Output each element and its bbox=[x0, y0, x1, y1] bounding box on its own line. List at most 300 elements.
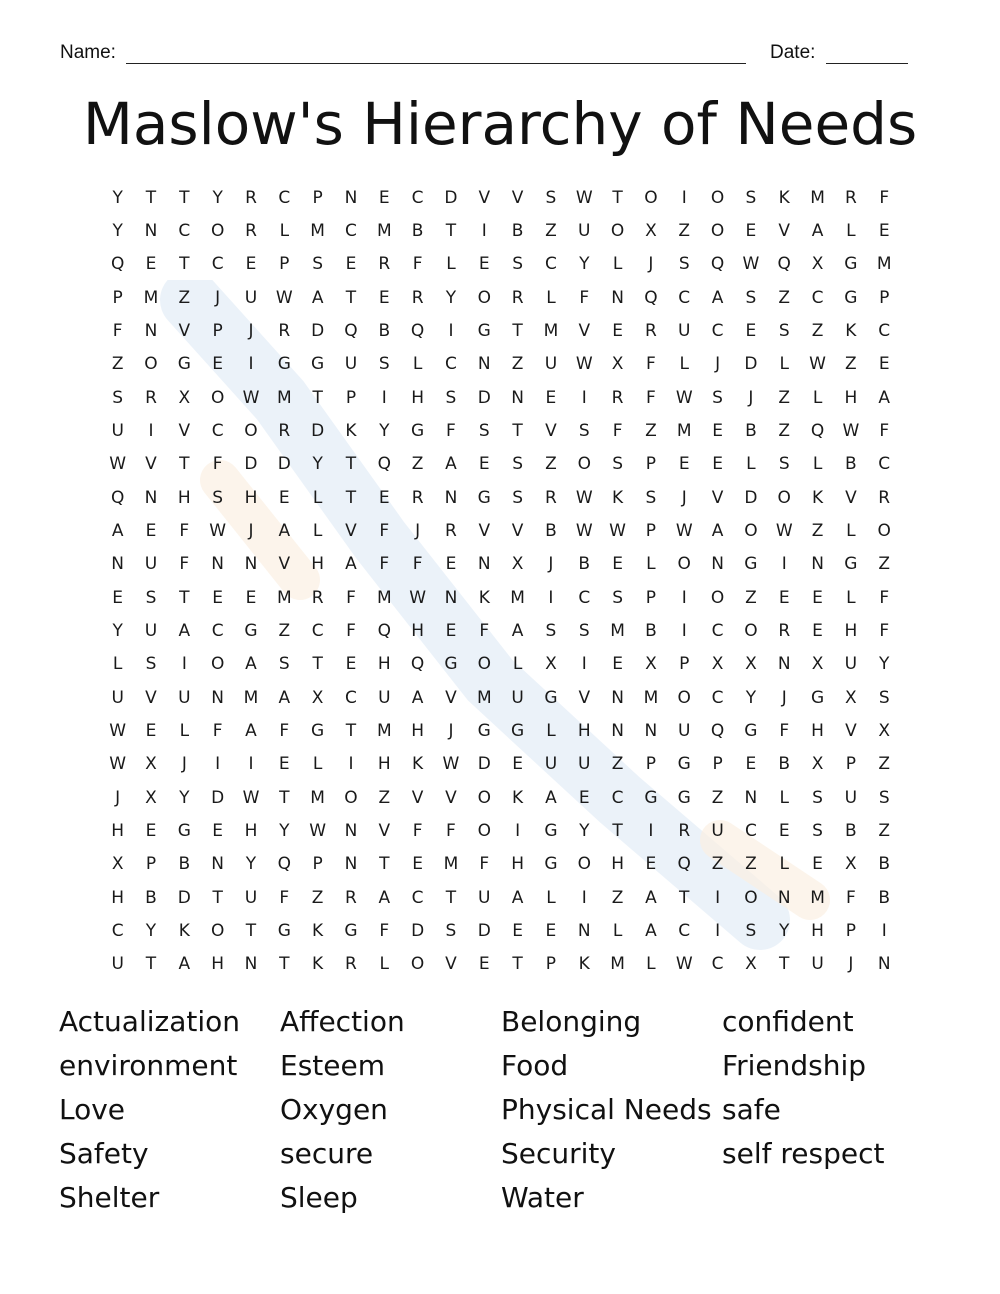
grid-cell[interactable]: D bbox=[444, 187, 458, 208]
grid-cell[interactable]: M bbox=[143, 287, 159, 308]
grid-cell[interactable]: B bbox=[511, 220, 524, 241]
grid-cell[interactable]: U bbox=[478, 887, 491, 908]
grid-cell[interactable]: D bbox=[744, 487, 758, 508]
grid-cell[interactable]: U bbox=[178, 687, 191, 708]
grid-cell[interactable]: J bbox=[781, 687, 787, 708]
grid-cell[interactable]: F bbox=[646, 354, 656, 375]
grid-cell[interactable]: G bbox=[677, 787, 691, 808]
grid-cell[interactable]: M bbox=[276, 387, 292, 408]
grid-cell[interactable]: K bbox=[312, 920, 324, 941]
grid-cell[interactable]: C bbox=[345, 220, 357, 241]
grid-cell[interactable]: Z bbox=[878, 754, 891, 775]
grid-cell[interactable]: L bbox=[512, 654, 523, 675]
grid-cell[interactable]: I bbox=[648, 820, 654, 841]
grid-cell[interactable]: K bbox=[178, 920, 190, 941]
grid-cell[interactable]: E bbox=[645, 854, 657, 875]
grid-cell[interactable]: O bbox=[477, 287, 491, 308]
grid-cell[interactable]: G bbox=[477, 320, 491, 341]
grid-cell[interactable]: U bbox=[544, 354, 558, 375]
grid-cell[interactable]: X bbox=[145, 787, 157, 808]
grid-cell[interactable]: N bbox=[611, 687, 624, 708]
grid-cell[interactable]: J bbox=[748, 387, 754, 408]
grid-cell[interactable]: N bbox=[777, 887, 791, 908]
grid-cell[interactable]: G bbox=[477, 720, 491, 741]
grid-cell[interactable]: E bbox=[345, 254, 357, 275]
grid-cell[interactable]: P bbox=[312, 187, 323, 208]
grid-cell[interactable]: D bbox=[477, 754, 491, 775]
grid-cell[interactable]: Q bbox=[644, 287, 658, 308]
grid-cell[interactable]: O bbox=[677, 687, 691, 708]
grid-cell[interactable]: U bbox=[578, 220, 591, 241]
grid-cell[interactable]: R bbox=[411, 287, 424, 308]
grid-cell[interactable]: H bbox=[611, 854, 624, 875]
grid-cell[interactable]: W bbox=[742, 254, 760, 275]
grid-cell[interactable]: L bbox=[846, 220, 856, 241]
grid-cell[interactable]: I bbox=[448, 320, 454, 341]
grid-cell[interactable]: P bbox=[679, 654, 690, 675]
grid-cell[interactable]: N bbox=[744, 787, 758, 808]
grid-cell[interactable]: R bbox=[245, 187, 257, 208]
grid-cell[interactable]: Y bbox=[879, 654, 890, 675]
grid-cell[interactable]: J bbox=[548, 554, 554, 575]
grid-cell[interactable]: N bbox=[444, 587, 458, 608]
grid-cell[interactable]: L bbox=[312, 487, 323, 508]
grid-cell[interactable]: L bbox=[679, 354, 689, 375]
grid-cell[interactable]: H bbox=[177, 487, 191, 508]
grid-cell[interactable]: E bbox=[145, 820, 157, 841]
grid-cell[interactable]: F bbox=[279, 720, 290, 741]
grid-cell[interactable]: E bbox=[378, 487, 390, 508]
grid-cell[interactable]: C bbox=[345, 687, 357, 708]
grid-cell[interactable]: L bbox=[312, 754, 323, 775]
grid-cell[interactable]: Z bbox=[878, 820, 891, 841]
grid-cell[interactable]: C bbox=[311, 620, 324, 641]
grid-cell[interactable]: N bbox=[344, 187, 358, 208]
grid-cell[interactable]: J bbox=[248, 520, 254, 541]
grid-cell[interactable]: Q bbox=[344, 320, 358, 341]
grid-cell[interactable]: P bbox=[712, 754, 723, 775]
grid-cell[interactable]: A bbox=[811, 220, 824, 241]
grid-cell[interactable]: M bbox=[810, 887, 825, 908]
grid-cell[interactable]: D bbox=[744, 354, 758, 375]
grid-cell[interactable]: U bbox=[244, 287, 258, 308]
grid-cell[interactable]: S bbox=[878, 687, 890, 708]
grid-cell[interactable]: R bbox=[678, 820, 691, 841]
grid-cell[interactable]: U bbox=[111, 954, 124, 975]
grid-cell[interactable]: Z bbox=[845, 354, 857, 375]
grid-cell[interactable]: F bbox=[579, 287, 590, 308]
grid-cell[interactable]: G bbox=[177, 354, 191, 375]
grid-cell[interactable]: F bbox=[879, 620, 890, 641]
grid-cell[interactable]: N bbox=[144, 220, 158, 241]
grid-cell[interactable]: L bbox=[646, 554, 656, 575]
grid-cell[interactable]: X bbox=[511, 554, 524, 575]
grid-cell[interactable]: S bbox=[578, 420, 590, 441]
grid-cell[interactable]: J bbox=[848, 954, 854, 975]
grid-cell[interactable]: S bbox=[478, 420, 490, 441]
grid-cell[interactable]: E bbox=[778, 587, 790, 608]
grid-cell[interactable]: N bbox=[477, 554, 491, 575]
grid-cell[interactable]: M bbox=[876, 254, 892, 275]
grid-cell[interactable]: V bbox=[178, 420, 191, 441]
grid-cell[interactable]: R bbox=[345, 954, 357, 975]
grid-cell[interactable]: X bbox=[545, 654, 557, 675]
grid-cell[interactable]: V bbox=[511, 187, 524, 208]
grid-cell[interactable]: X bbox=[811, 754, 824, 775]
grid-cell[interactable]: F bbox=[879, 587, 890, 608]
grid-cell[interactable]: J bbox=[215, 287, 221, 308]
grid-cell[interactable]: Y bbox=[145, 920, 157, 941]
grid-cell[interactable]: Z bbox=[111, 354, 124, 375]
grid-cell[interactable]: M bbox=[810, 187, 825, 208]
grid-cell[interactable]: W bbox=[242, 787, 260, 808]
grid-cell[interactable]: V bbox=[345, 520, 357, 541]
grid-cell[interactable]: U bbox=[678, 720, 691, 741]
grid-cell[interactable]: L bbox=[846, 587, 856, 608]
grid-cell[interactable]: R bbox=[645, 320, 657, 341]
grid-cell[interactable]: L bbox=[646, 954, 656, 975]
grid-cell[interactable]: E bbox=[812, 620, 823, 641]
grid-cell[interactable]: O bbox=[644, 187, 658, 208]
grid-cell[interactable]: V bbox=[545, 420, 557, 441]
grid-cell[interactable]: B bbox=[145, 887, 157, 908]
grid-cell[interactable]: M bbox=[376, 720, 392, 741]
grid-cell[interactable]: C bbox=[611, 787, 624, 808]
grid-cell[interactable]: M bbox=[643, 687, 659, 708]
grid-cell[interactable]: G bbox=[177, 820, 191, 841]
grid-cell[interactable]: Y bbox=[579, 254, 590, 275]
grid-cell[interactable]: L bbox=[112, 654, 123, 675]
grid-cell[interactable]: C bbox=[878, 320, 891, 341]
grid-cell[interactable]: L bbox=[312, 520, 323, 541]
grid-cell[interactable]: R bbox=[278, 420, 291, 441]
grid-cell[interactable]: G bbox=[744, 554, 758, 575]
grid-cell[interactable]: X bbox=[111, 854, 124, 875]
grid-cell[interactable]: U bbox=[544, 754, 558, 775]
grid-cell[interactable]: N bbox=[144, 487, 158, 508]
grid-cell[interactable]: S bbox=[645, 487, 657, 508]
grid-cell[interactable]: R bbox=[878, 487, 891, 508]
grid-cell[interactable]: Q bbox=[410, 654, 425, 675]
grid-cell[interactable]: O bbox=[210, 220, 225, 241]
grid-cell[interactable]: H bbox=[811, 920, 824, 941]
grid-cell[interactable]: B bbox=[745, 420, 757, 441]
grid-cell[interactable]: K bbox=[478, 587, 490, 608]
grid-cell[interactable]: N bbox=[611, 287, 624, 308]
grid-cell[interactable]: E bbox=[878, 220, 890, 241]
grid-cell[interactable]: O bbox=[744, 887, 758, 908]
grid-cell[interactable]: O bbox=[144, 354, 158, 375]
grid-cell[interactable]: V bbox=[478, 520, 491, 541]
grid-cell[interactable]: J bbox=[115, 787, 121, 808]
grid-cell[interactable]: U bbox=[578, 754, 591, 775]
grid-cell[interactable]: P bbox=[145, 854, 157, 875]
grid-cell[interactable]: N bbox=[211, 554, 224, 575]
grid-cell[interactable]: Y bbox=[379, 420, 390, 441]
grid-cell[interactable]: C bbox=[678, 920, 691, 941]
grid-cell[interactable]: F bbox=[179, 554, 190, 575]
grid-cell[interactable]: V bbox=[278, 554, 291, 575]
grid-cell[interactable]: W bbox=[275, 287, 293, 308]
grid-cell[interactable]: D bbox=[244, 454, 258, 475]
grid-cell[interactable]: K bbox=[412, 754, 424, 775]
grid-cell[interactable]: M bbox=[243, 687, 259, 708]
grid-cell[interactable]: Z bbox=[778, 287, 791, 308]
grid-cell[interactable]: C bbox=[811, 287, 824, 308]
grid-cell[interactable]: N bbox=[644, 720, 658, 741]
grid-cell[interactable]: F bbox=[212, 454, 223, 475]
grid-cell[interactable]: E bbox=[378, 187, 390, 208]
grid-cell[interactable]: O bbox=[610, 220, 625, 241]
grid-cell[interactable]: I bbox=[781, 554, 787, 575]
grid-cell[interactable]: Z bbox=[278, 620, 291, 641]
grid-cell[interactable]: B bbox=[545, 520, 557, 541]
grid-cell[interactable]: R bbox=[411, 487, 424, 508]
grid-cell[interactable]: H bbox=[377, 654, 391, 675]
grid-cell[interactable]: Z bbox=[811, 520, 824, 541]
grid-cell[interactable]: S bbox=[445, 920, 457, 941]
grid-cell[interactable]: L bbox=[779, 787, 789, 808]
grid-cell[interactable]: I bbox=[148, 420, 154, 441]
grid-cell[interactable]: T bbox=[279, 954, 290, 975]
grid-cell[interactable]: Z bbox=[711, 787, 724, 808]
grid-cell[interactable]: F bbox=[845, 887, 856, 908]
grid-cell[interactable]: X bbox=[311, 687, 324, 708]
grid-cell[interactable]: S bbox=[812, 787, 823, 808]
grid-cell[interactable]: Y bbox=[112, 220, 123, 241]
grid-cell[interactable]: F bbox=[379, 520, 390, 541]
grid-cell[interactable]: P bbox=[112, 287, 123, 308]
grid-cell[interactable]: F bbox=[379, 554, 390, 575]
grid-cell[interactable]: T bbox=[179, 254, 190, 275]
grid-cell[interactable]: Z bbox=[311, 887, 324, 908]
grid-cell[interactable]: M bbox=[610, 954, 625, 975]
grid-cell[interactable]: G bbox=[544, 687, 558, 708]
grid-cell[interactable]: N bbox=[344, 820, 358, 841]
grid-cell[interactable]: P bbox=[645, 587, 657, 608]
grid-cell[interactable]: O bbox=[210, 387, 225, 408]
grid-cell[interactable]: S bbox=[545, 187, 557, 208]
grid-cell[interactable]: T bbox=[379, 854, 390, 875]
grid-cell[interactable]: L bbox=[812, 454, 823, 475]
grid-cell[interactable]: I bbox=[681, 587, 687, 608]
grid-cell[interactable]: K bbox=[312, 954, 324, 975]
grid-cell[interactable]: X bbox=[611, 354, 624, 375]
grid-cell[interactable]: J bbox=[248, 320, 254, 341]
grid-cell[interactable]: O bbox=[710, 220, 725, 241]
grid-cell[interactable]: V bbox=[778, 220, 791, 241]
grid-cell[interactable]: W bbox=[775, 520, 793, 541]
grid-cell[interactable]: M bbox=[510, 587, 525, 608]
grid-cell[interactable]: E bbox=[478, 954, 490, 975]
grid-cell[interactable]: J bbox=[648, 254, 654, 275]
grid-cell[interactable]: B bbox=[378, 320, 391, 341]
grid-cell[interactable]: A bbox=[178, 954, 191, 975]
grid-cell[interactable]: S bbox=[712, 387, 723, 408]
grid-cell[interactable]: E bbox=[278, 487, 290, 508]
grid-cell[interactable]: Q bbox=[710, 720, 725, 741]
grid-cell[interactable]: G bbox=[844, 287, 858, 308]
grid-cell[interactable]: X bbox=[845, 687, 857, 708]
grid-cell[interactable]: M bbox=[376, 587, 392, 608]
grid-cell[interactable]: Z bbox=[811, 320, 824, 341]
grid-cell[interactable]: C bbox=[445, 354, 457, 375]
grid-cell[interactable]: I bbox=[581, 387, 587, 408]
grid-cell[interactable]: W bbox=[675, 954, 693, 975]
grid-cell[interactable]: F bbox=[779, 720, 790, 741]
grid-cell[interactable]: T bbox=[345, 487, 357, 508]
grid-cell[interactable]: B bbox=[878, 887, 891, 908]
grid-cell[interactable]: M bbox=[276, 587, 292, 608]
grid-cell[interactable]: T bbox=[345, 454, 357, 475]
grid-cell[interactable]: F bbox=[412, 554, 423, 575]
grid-cell[interactable]: O bbox=[244, 420, 258, 441]
grid-cell[interactable]: X bbox=[811, 254, 824, 275]
grid-cell[interactable]: I bbox=[515, 820, 521, 841]
grid-cell[interactable]: W bbox=[109, 720, 127, 741]
grid-cell[interactable]: C bbox=[211, 420, 224, 441]
grid-cell[interactable]: O bbox=[477, 787, 491, 808]
grid-cell[interactable]: R bbox=[345, 887, 357, 908]
grid-cell[interactable]: Z bbox=[178, 287, 191, 308]
grid-cell[interactable]: E bbox=[145, 254, 157, 275]
grid-cell[interactable]: T bbox=[612, 187, 623, 208]
grid-cell[interactable]: G bbox=[477, 487, 491, 508]
grid-cell[interactable]: A bbox=[511, 887, 524, 908]
grid-cell[interactable]: I bbox=[581, 654, 587, 675]
grid-cell[interactable]: L bbox=[546, 720, 556, 741]
grid-cell[interactable]: F bbox=[479, 620, 490, 641]
grid-cell[interactable]: K bbox=[811, 487, 824, 508]
grid-cell[interactable]: T bbox=[179, 187, 190, 208]
grid-cell[interactable]: S bbox=[278, 654, 290, 675]
grid-cell[interactable]: S bbox=[612, 454, 623, 475]
grid-cell[interactable]: D bbox=[311, 320, 325, 341]
grid-cell[interactable]: Y bbox=[779, 920, 790, 941]
grid-cell[interactable]: Z bbox=[545, 454, 557, 475]
grid-cell[interactable]: W bbox=[575, 354, 593, 375]
grid-cell[interactable]: R bbox=[311, 587, 324, 608]
grid-cell[interactable]: N bbox=[111, 554, 125, 575]
grid-cell[interactable]: L bbox=[379, 954, 390, 975]
grid-cell[interactable]: C bbox=[711, 687, 724, 708]
grid-cell[interactable]: F bbox=[879, 187, 890, 208]
grid-cell[interactable]: A bbox=[378, 887, 391, 908]
grid-cell[interactable]: V bbox=[711, 487, 724, 508]
grid-cell[interactable]: T bbox=[679, 887, 690, 908]
grid-cell[interactable]: L bbox=[279, 220, 290, 241]
grid-cell[interactable]: R bbox=[545, 487, 557, 508]
grid-cell[interactable]: S bbox=[145, 654, 157, 675]
grid-cell[interactable]: P bbox=[645, 754, 657, 775]
grid-cell[interactable]: R bbox=[145, 387, 157, 408]
grid-cell[interactable]: N bbox=[477, 354, 491, 375]
grid-cell[interactable]: P bbox=[645, 520, 657, 541]
grid-cell[interactable]: N bbox=[211, 854, 224, 875]
grid-cell[interactable]: E bbox=[578, 787, 590, 808]
grid-cell[interactable]: N bbox=[711, 554, 724, 575]
grid-cell[interactable]: E bbox=[112, 587, 124, 608]
grid-cell[interactable]: D bbox=[477, 387, 491, 408]
grid-cell[interactable]: F bbox=[179, 520, 190, 541]
grid-cell[interactable]: Z bbox=[645, 420, 657, 441]
grid-cell[interactable]: R bbox=[511, 287, 524, 308]
grid-cell[interactable]: E bbox=[212, 820, 224, 841]
grid-cell[interactable]: R bbox=[844, 187, 857, 208]
grid-cell[interactable]: N bbox=[511, 387, 524, 408]
grid-cell[interactable]: H bbox=[244, 487, 258, 508]
grid-cell[interactable]: S bbox=[812, 820, 823, 841]
grid-cell[interactable]: V bbox=[145, 687, 157, 708]
grid-cell[interactable]: Z bbox=[878, 554, 891, 575]
grid-cell[interactable]: I bbox=[581, 887, 587, 908]
grid-cell[interactable]: Q bbox=[277, 854, 291, 875]
grid-cell[interactable]: V bbox=[445, 954, 457, 975]
grid-cell[interactable]: N bbox=[244, 554, 258, 575]
grid-cell[interactable]: I bbox=[548, 587, 554, 608]
grid-cell[interactable]: V bbox=[445, 787, 457, 808]
grid-cell[interactable]: V bbox=[845, 487, 857, 508]
grid-cell[interactable]: I bbox=[248, 354, 254, 375]
grid-cell[interactable]: I bbox=[681, 187, 687, 208]
grid-cell[interactable]: T bbox=[179, 587, 190, 608]
grid-cell[interactable]: A bbox=[711, 520, 724, 541]
grid-cell[interactable]: S bbox=[612, 587, 623, 608]
grid-cell[interactable]: F bbox=[412, 820, 423, 841]
grid-cell[interactable]: V bbox=[478, 187, 491, 208]
grid-cell[interactable]: A bbox=[645, 920, 657, 941]
grid-cell[interactable]: R bbox=[245, 220, 257, 241]
grid-cell[interactable]: P bbox=[845, 920, 857, 941]
grid-cell[interactable]: H bbox=[844, 620, 858, 641]
grid-cell[interactable]: O bbox=[210, 654, 225, 675]
grid-cell[interactable]: M bbox=[543, 320, 559, 341]
grid-cell[interactable]: V bbox=[411, 787, 424, 808]
grid-cell[interactable]: T bbox=[445, 887, 457, 908]
grid-cell[interactable]: C bbox=[278, 187, 291, 208]
grid-cell[interactable]: H bbox=[244, 820, 258, 841]
grid-cell[interactable]: G bbox=[810, 687, 825, 708]
grid-cell[interactable]: I bbox=[715, 887, 721, 908]
grid-cell[interactable]: R bbox=[378, 254, 391, 275]
grid-cell[interactable]: W bbox=[675, 520, 693, 541]
grid-cell[interactable]: A bbox=[311, 287, 324, 308]
grid-cell[interactable]: U bbox=[678, 320, 691, 341]
grid-cell[interactable]: E bbox=[145, 720, 157, 741]
grid-cell[interactable]: E bbox=[378, 287, 390, 308]
grid-cell[interactable]: U bbox=[844, 787, 858, 808]
grid-cell[interactable]: H bbox=[211, 954, 225, 975]
grid-cell[interactable]: L bbox=[779, 854, 789, 875]
grid-cell[interactable]: F bbox=[446, 420, 456, 441]
grid-cell[interactable]: S bbox=[545, 620, 557, 641]
grid-cell[interactable]: W bbox=[675, 387, 693, 408]
grid-cell[interactable]: E bbox=[712, 454, 723, 475]
grid-cell[interactable]: I bbox=[881, 920, 887, 941]
grid-cell[interactable]: H bbox=[811, 720, 824, 741]
grid-cell[interactable]: V bbox=[578, 687, 591, 708]
grid-cell[interactable]: G bbox=[677, 754, 691, 775]
grid-cell[interactable]: W bbox=[609, 520, 626, 541]
grid-cell[interactable]: S bbox=[745, 287, 757, 308]
grid-cell[interactable]: Z bbox=[711, 854, 724, 875]
grid-cell[interactable]: N bbox=[244, 954, 258, 975]
grid-cell[interactable]: G bbox=[311, 720, 325, 741]
date-blank-line[interactable] bbox=[826, 63, 908, 64]
grid-cell[interactable]: O bbox=[710, 587, 725, 608]
grid-cell[interactable]: F bbox=[612, 420, 623, 441]
grid-cell[interactable]: D bbox=[311, 420, 325, 441]
